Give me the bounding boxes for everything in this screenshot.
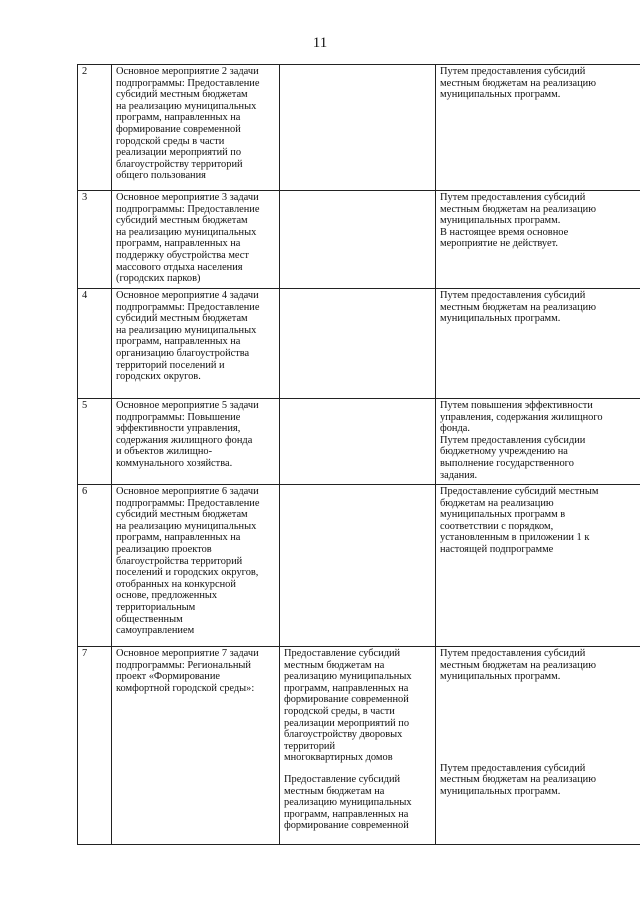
result-cell (280, 65, 436, 191)
event-cell-line: субсидий местным бюджетам (116, 509, 248, 521)
method-cell (436, 191, 640, 289)
event-cell-line: формирование современной (116, 123, 241, 135)
method-cell-line: Путем повышения эффективности (440, 400, 593, 411)
event-cell-line: общего пользования (116, 170, 206, 182)
method-cell-line: Путем предоставления субсидии (440, 434, 586, 446)
table-row (78, 485, 640, 647)
table-row (78, 191, 640, 289)
result-cell-line: реализацию муниципальных (284, 671, 412, 683)
event-cell-line: территориальным (116, 601, 196, 613)
event-cell-line: самоуправлением (116, 625, 195, 637)
measures-table (77, 64, 640, 845)
method-cell-line: Предоставление субсидий местным (440, 486, 599, 497)
method-cell-line: установленным в приложении 1 к (440, 532, 590, 544)
event-cell-line: комфортной городской среды»: (116, 682, 255, 694)
event-cell (112, 191, 280, 289)
event-cell-line: массового отдыха населения (116, 261, 243, 273)
method-cell-line: выполнение государственного (440, 457, 574, 469)
table-row (78, 399, 640, 485)
event-cell-line: Основное мероприятие 4 задачи (116, 290, 259, 301)
row-number: 4 (78, 289, 112, 399)
event-cell-line: на реализацию муниципальных (116, 520, 257, 532)
method-cell (436, 289, 640, 399)
event-cell-line: Основное мероприятие 6 задачи (116, 486, 259, 497)
event-cell-line: общественным (116, 613, 183, 625)
method-cell-line: настоящей подпрограмме (440, 543, 554, 555)
method-cell-line: Путем предоставления субсидий (440, 290, 586, 301)
event-cell-line: программ, направленных на (116, 112, 241, 124)
event-cell (112, 485, 280, 647)
result-cell (280, 485, 436, 647)
page-number: 11 (312, 35, 328, 51)
event-cell-line: благоустройству территорий (116, 158, 243, 170)
result-cell-line: городской среды, в части (284, 705, 395, 717)
event-cell-line: субсидий местным бюджетам (116, 215, 248, 227)
event-cell-line: Основное мероприятие 5 задачи (116, 400, 259, 411)
event-cell (112, 289, 280, 399)
table-row (78, 65, 640, 191)
row-number: 7 (78, 647, 112, 845)
method-cell-line: муниципальных программ. (440, 313, 561, 325)
method-cell-line: Путем предоставления субсидий (440, 66, 586, 77)
row-number: 6 (78, 485, 112, 647)
method-cell-line: муниципальных программ в (440, 509, 566, 521)
method-cell-line (440, 683, 640, 693)
result-cell-line: Предоставление субсидий (284, 773, 401, 785)
method-cell-line: управления, содержания жилищного (440, 411, 603, 423)
method-cell-line (440, 743, 640, 753)
event-cell-line: благоустройства территорий (116, 555, 243, 567)
method-cell-line (440, 693, 640, 703)
method-cell-line: Путем предоставления субсидий (440, 192, 586, 203)
method-cell-line (440, 723, 640, 733)
event-cell-line: поселений и городских округов, (116, 567, 259, 579)
result-cell-line: реализацию муниципальных (284, 797, 412, 809)
method-cell-line (440, 703, 640, 713)
event-cell (112, 399, 280, 485)
event-cell-line: эффективности управления, (116, 423, 241, 435)
method-cell (436, 485, 640, 647)
event-cell-line: коммунального хозяйства. (116, 457, 233, 469)
result-cell-line: реализации мероприятий по (284, 717, 410, 729)
method-cell-line: бюджетному учреждению на (440, 446, 568, 458)
result-cell-line: местным бюджетам на (284, 659, 385, 671)
result-cell-line: формирование современной (284, 820, 409, 832)
event-cell-line: подпрограммы: Повышение (116, 411, 241, 423)
table-row (78, 289, 640, 399)
result-cell-line: формирование современной (284, 694, 409, 706)
event-cell-line: территорий поселений и (116, 359, 225, 371)
event-cell-line: подпрограммы: Предоставление (116, 203, 260, 215)
event-cell-line: отобранных на конкурсной (116, 578, 236, 590)
row-number: 3 (78, 191, 112, 289)
table-row (78, 647, 640, 845)
event-cell-line: содержания жилищного фонда (116, 434, 253, 446)
method-cell-line: муниципальных программ. (440, 671, 561, 683)
result-cell-line: программ, направленных на (284, 682, 409, 694)
result-cell (280, 289, 436, 399)
method-cell-line: муниципальных программ. (440, 89, 561, 101)
event-cell-line: реализацию проектов (116, 543, 212, 555)
event-cell-line: городской среды в части (116, 135, 225, 147)
method-cell-line (440, 753, 640, 763)
event-cell-line: основе, предложенных (116, 590, 218, 602)
row-number: 5 (78, 399, 112, 485)
method-cell-line: задания. (440, 469, 478, 481)
result-cell (280, 399, 436, 485)
event-cell (112, 65, 280, 191)
method-cell-line: местным бюджетам на реализацию (440, 774, 596, 786)
method-cell (436, 399, 640, 485)
method-cell-line: муниципальных программ. (440, 785, 561, 797)
method-cell-line (440, 713, 640, 723)
method-cell-line: фонда. (440, 423, 470, 435)
event-cell-line: субсидий местным бюджетам (116, 313, 248, 325)
event-cell (112, 647, 280, 845)
method-cell-line: соответствии с порядком, (440, 520, 554, 532)
method-cell-line: В настоящее время основное (440, 226, 569, 238)
result-cell-line: программ, направленных на (284, 808, 409, 820)
result-cell-line: благоустройству дворовых (284, 729, 403, 741)
event-cell-line: Основное мероприятие 3 задачи (116, 192, 259, 203)
event-cell-line: на реализацию муниципальных (116, 226, 257, 238)
result-cell (280, 191, 436, 289)
result-cell-line: Предоставление субсидий (284, 648, 401, 659)
event-cell-line: подпрограммы: Предоставление (116, 77, 260, 89)
event-cell-line: Основное мероприятие 7 задачи (116, 648, 259, 659)
event-cell-line: программ, направленных на (116, 532, 241, 544)
result-cell-line: многоквартирных домов (284, 752, 393, 764)
event-cell-line: и объектов жилищно- (116, 446, 213, 458)
event-cell-line: реализации мероприятий по (116, 147, 242, 159)
method-cell-line: местным бюджетам на реализацию (440, 301, 596, 313)
method-cell (436, 647, 640, 845)
result-cell-line: местным бюджетам на (284, 785, 385, 797)
result-cell (280, 647, 436, 845)
row-number: 2 (78, 65, 112, 191)
event-cell-line: на реализацию муниципальных (116, 100, 257, 112)
event-cell-line: программ, направленных на (116, 238, 241, 250)
method-cell (436, 65, 640, 191)
event-cell-line: на реализацию муниципальных (116, 324, 257, 336)
method-cell-line: местным бюджетам на реализацию (440, 659, 596, 671)
method-cell-line: бюджетам на реализацию (440, 497, 554, 509)
method-cell-line: Путем предоставления субсидий (440, 762, 586, 774)
event-cell-line: программ, направленных на (116, 336, 241, 348)
event-cell-line: подпрограммы: Предоставление (116, 497, 260, 509)
method-cell-line: мероприятие не действует. (440, 238, 558, 250)
table-body (78, 65, 640, 845)
event-cell-line: проект «Формирование (116, 671, 221, 683)
method-cell-line: местным бюджетам на реализацию (440, 77, 596, 89)
event-cell-line: Основное мероприятие 2 задачи (116, 66, 259, 77)
event-cell-line: субсидий местным бюджетам (116, 89, 248, 101)
result-cell-line (284, 764, 432, 774)
method-cell-line: местным бюджетам на реализацию (440, 203, 596, 215)
method-cell-line (440, 733, 640, 743)
event-cell-line: (городских парков) (116, 273, 201, 285)
event-cell-line: подпрограммы: Региональный (116, 659, 251, 671)
event-cell-line: городских округов. (116, 371, 201, 383)
method-cell-line: муниципальных программ. (440, 215, 561, 227)
event-cell-line: поддержку обустройства мест (116, 249, 249, 261)
method-cell-line: Путем предоставления субсидий (440, 648, 586, 659)
event-cell-line: организацию благоустройства (116, 347, 250, 359)
event-cell-line: подпрограммы: Предоставление (116, 301, 260, 313)
result-cell-line: территорий (284, 740, 336, 752)
